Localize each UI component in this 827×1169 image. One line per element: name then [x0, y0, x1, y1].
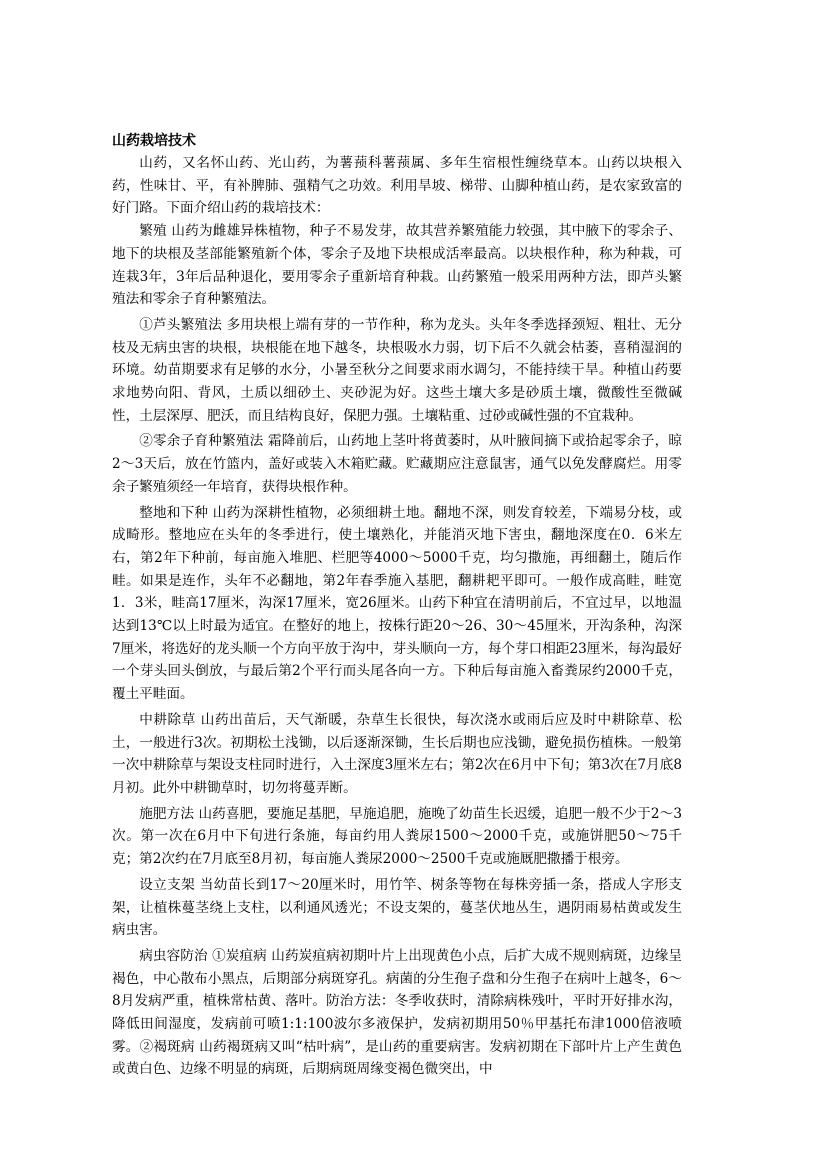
- paragraph-propagation: 繁殖 山药为雌雄异株植物，种子不易发芽，故其营养繁殖能力较强，其中腋下的零余子、地下的块根及茎部能繁殖新个体，零余子及地下块根成活率最高。以块根作种，称为种栽，可连栽3年，3年后品种退化，要用零余子重新培育种栽。山药繁殖一般采用两种方法，即芦头繁殖法和零余子育种繁殖法。: [112, 223, 682, 308]
- paragraph-weeding: 中耕除草 山药出苗后，天气渐暖，杂草生长很快，每次浇水或雨后应及时中耕除草、松土，一般进行3次。初期松土浅锄，以后逐渐深锄，生长后期也应浅锄，避免损伤植株。一般第一次中耕除草与架设支柱同时进行，入土深度3厘米左右；第2次在6月中下旬；第3次在7月底8月初。此外中耕锄草时，切勿将蔓弄断。: [112, 711, 682, 796]
- paragraph-pest-control: 病虫容防治 ①炭疽病 山药炭疽病初期叶片上出现黄色小点，后扩大成不规则病斑，边缘呈褐色，中心散布小黑点，后期部分病斑穿孔。病菌的分生孢子盘和分生孢子在病叶上越冬，6～8月发病严重，植株常枯黄、落叶。防治方法：冬季收获时，清除病株残叶，平时开好排水沟，降低田间湿度，发病前可喷1:1:100波尔多液保护，发病初期用50％甲基托布津1000倍液喷雾。②褐斑病 山药褐斑病又叫“枯叶病”，是山药的重要病害。发病初期在下部叶片上产生黄色或黄白色、边缘不明显的病斑，后期病斑周缘变褐色微突出，中: [112, 947, 682, 1078]
- paragraph-bulbil-method: ②零余子育种繁殖法 霜降前后，山药地上茎叶将黄萎时，从叶腋间摘下或拾起零余子，晾2～3天后，放在竹篮内，盖好或装入木箱贮藏。贮藏期应注意鼠害，通气以免发酵腐烂。用零余子繁殖须经一年培育，获得块根作种。: [112, 433, 682, 495]
- paragraph-rhizome-head-method: ①芦头繁殖法 多用块根上端有芽的一节作种，称为龙头。头年冬季选择颈短、粗壮、无分枝及无病虫害的块根，块根能在地下越冬，块根吸水力弱，切下后不久就会枯萎，喜稍湿润的环境。幼苗期要求有足够的水分，小暑至秋分之间要求雨水调匀，不能持续干旱。种植山药要求地势向阳、背风，土质以细砂土、夹砂泥为好。这些土壤大多是砂质土壤，微酸性至微碱性，土层深厚、肥沃，而且结构良好，保肥力强。土壤粘重、过砂或碱性强的不宜栽种。: [112, 316, 682, 424]
- paragraph-intro: 山药，又名怀山药、光山药，为薯蓣科薯蓣属、多年生宿根性缠绕草本。山药以块根入药，性味甘、平，有补脾肺、强精气之功效。利用旱坡、梯带、山脚种植山药，是农家致富的好门路。下面介绍山药的栽培技术：: [112, 155, 682, 217]
- paragraph-fertilizing: 施肥方法 山药喜肥，要施足基肥，早施追肥，施晚了幼苗生长迟缓，追肥一般不少于2～3次。第一次在6月中下旬进行条施，每亩约用人粪尿1500～2000千克，或施饼肥50～75千克；第2次约在7月底至8月初，每亩施人粪尿2000～2500千克或施厩肥撒播于根旁。: [112, 805, 682, 868]
- document-title: 山药栽培技术: [112, 133, 196, 149]
- document-page: [112, 130, 682, 1081]
- paragraph-soil-and-planting: 整地和下种 山药为深耕性植物，必须细耕土地。翻地不深，则发育较差，下端易分枝，或成畸形。整地应在头年的冬季进行，使土壤熟化，并能消灭地下害虫，翻地深度在0．6米左右，第2年下种前，每亩施入堆肥、栏肥等4000～5000千克，均匀撒施，再细翻土，随后作畦。如果是连作，头年不必翻地，第2年春季施入基肥，翻耕耙平即可。一般作成高畦，畦宽1．3米，畦高17厘米，沟深17厘米，宽26厘米。山药下种宜在清明前后，不宜过早，以地温达到13℃以上时最为适宜。在整好的地上，按株行距20～26、30～45厘米，开沟条种，沟深7厘米，将选好的龙头顺一个方向平放于沟中，芽头顺向一方，每个芽口相距23厘米，每沟最好一个芽头回头倒放，与最后第2个平行而头尾各向一方。下种后每亩施入畜粪尿约2000千克，覆土平畦面。: [112, 504, 682, 703]
- paragraph-support-frame: 设立支架 当幼苗长到17～20厘米时，用竹竿、树条等物在每株旁插一条，搭成人字形支架，让植株蔓茎绕上支柱，以利通风透光；不设支架的，蔓茎伏地丛生，遇阴雨易枯黄或发生病虫害。: [112, 876, 682, 939]
